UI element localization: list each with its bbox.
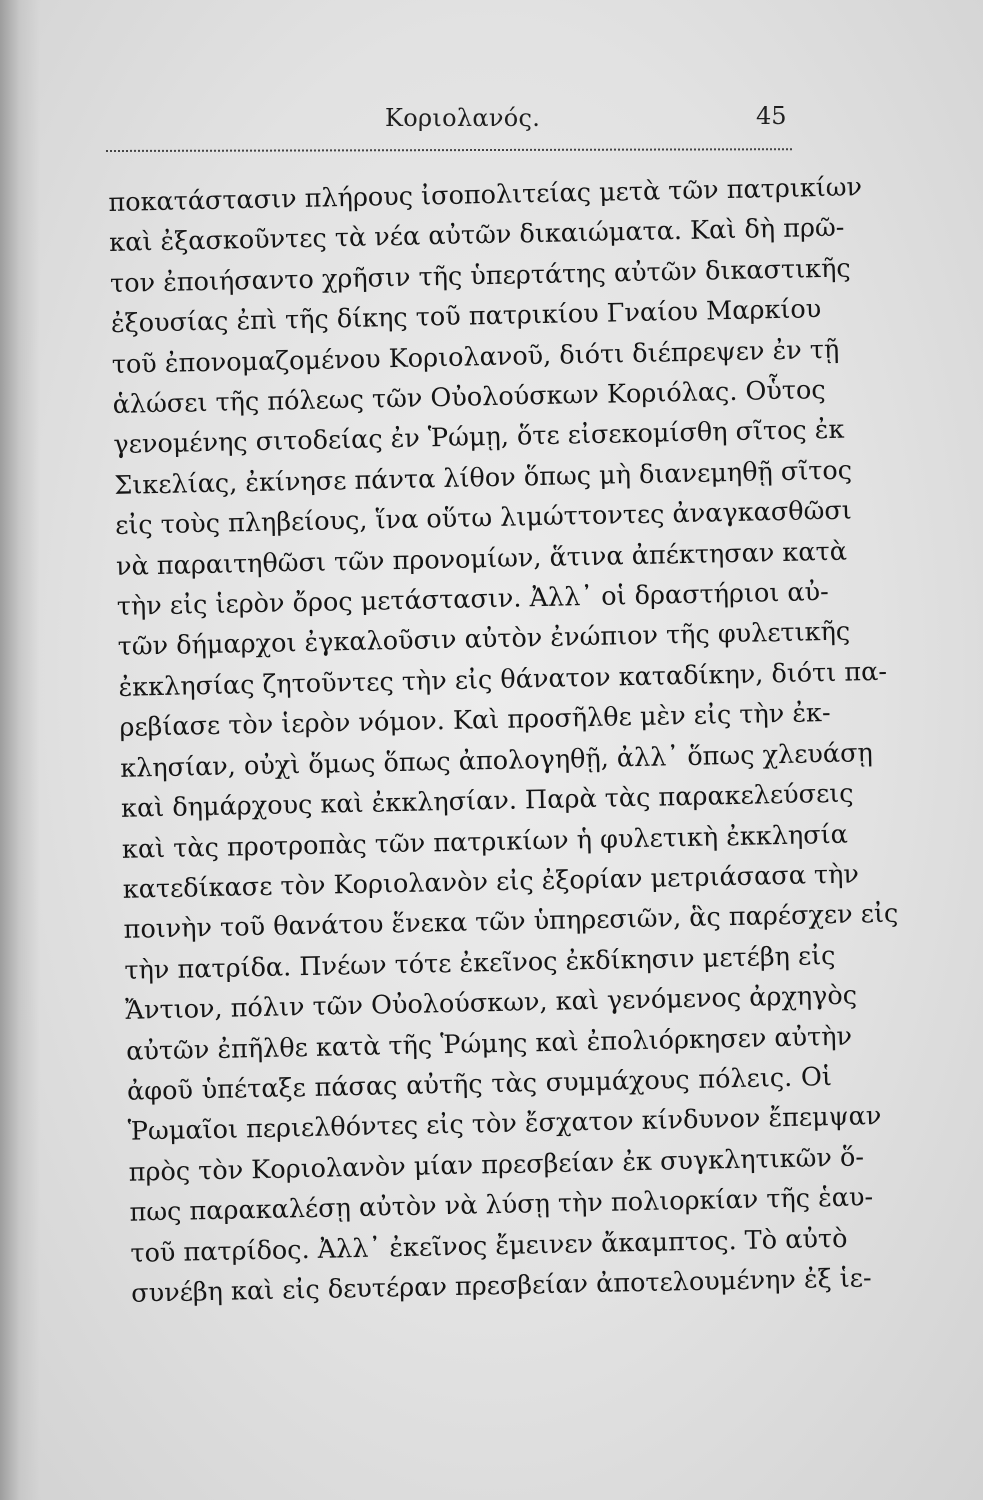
- text-line: καὶ ἐξασκοῦντες τὰ νέα αὐτῶν δικαιώματα. Καὶ δὴ πρῶ-: [108, 212, 845, 259]
- text-line: πως παρακαλέσῃ αὐτὸν νὰ λύσῃ τὴν πολιορκίαν τῆς ἑαυ-: [129, 1182, 874, 1228]
- text-line: γενομένης σιτοδείας ἐν Ῥώμῃ, ὅτε εἰσεκομίσθη σῖτος ἐκ: [113, 415, 845, 461]
- text-line: τοῦ ἐπονομαζομένου Κοριολανοῦ, διότι διέπρεψεν ἐν τῇ: [111, 334, 840, 380]
- text-line: εἰς τοὺς πληβείους, ἵνα οὕτω λιμώττοντες ἀναγκασθῶσι: [114, 495, 853, 542]
- text-line: τῶν δήμαρχοι ἐγκαλοῦσιν αὐτὸν ἐνώπιον τῆς φυλετικῆς: [117, 617, 851, 663]
- text-line: τοῦ πατρίδος. Ἀλλ᾽ ἐκεῖνος ἔμεινεν ἄκαμπτος. Τὸ αὐτὸ: [130, 1223, 848, 1269]
- text-line: ἐκκλησίας ζητοῦντες τὴν εἰς θάνατον καταδίκην, διότι πα-: [118, 656, 888, 703]
- binding-shadow: [0, 0, 40, 1500]
- text-line: καὶ δημάρχους καὶ ἐκκλησίαν. Παρὰ τὰς παρακελεύσεις: [120, 778, 854, 824]
- text-line: ἀφοῦ ὑπέταξε πάσας αὐτῆς τὰς συμμάχους πόλεις. Οἱ: [126, 1061, 833, 1107]
- text-line: τον ἐποιήσαντο χρῆσιν τῆς ὑπερτάτης αὐτῶν δικαστικῆς: [109, 253, 851, 299]
- running-head-title: Κοριολανός.: [385, 104, 541, 132]
- text-line: ρεβίασε τὸν ἱερὸν νόμον. Καὶ προσῆλθε μὲν εἰς τὴν ἐκ-: [119, 698, 831, 744]
- running-head: [0, 100, 983, 140]
- text-line: κλησίαν, οὐχὶ ὅμως ὅπως ἀπολογηθῇ, ἀλλ᾽ ὅπως χλευάσῃ: [119, 737, 874, 784]
- page-number: 45: [756, 102, 787, 130]
- text-line: Ῥωμαῖοι περιελθόντες εἰς τὸν ἔσχατον κίνδυνον ἔπεμψαν: [127, 1101, 882, 1148]
- body-text: [108, 168, 899, 1314]
- text-line: τὴν πατρίδα. Πνέων τότε ἐκεῖνος ἐκδίκησιν μετέβη εἰς: [124, 940, 836, 986]
- text-line: καὶ τὰς προτροπὰς τῶν πατρικίων ἡ φυλετικὴ ἐκκλησία: [121, 819, 849, 865]
- text-line: συνέβη καὶ εἰς δευτέραν πρεσβείαν ἀποτελουμένην ἐξ ἱε-: [130, 1263, 872, 1309]
- text-line: ποκατάστασιν πλήρους ἰσοπολιτείας μετὰ τῶν πατρικίων: [108, 172, 863, 218]
- text-line: ἐξουσίας ἐπὶ τῆς δίκης τοῦ πατρικίου Γναίου Μαρκίου: [110, 294, 822, 340]
- text-line: κατεδίκασε τὸν Κοριολανὸν εἰς ἐξορίαν μετριάσασα τὴν: [122, 859, 860, 905]
- text-line: πρὸς τὸν Κοριολανὸν μίαν πρεσβείαν ἐκ συγκλητικῶν ὅ-: [128, 1142, 865, 1188]
- text-line: αὐτῶν ἐπῆλθε κατὰ τῆς Ῥώμης καὶ ἐπολιόρκησεν αὐτὴν: [125, 1021, 853, 1067]
- text-line: τὴν εἰς ἱερὸν ὄρος μετάστασιν. Ἀλλ᾽ οἱ δραστήριοι αὐ-: [116, 577, 830, 622]
- text-line: ποινὴν τοῦ θανάτου ἕνεκα τῶν ὑπηρεσιῶν, ἃς παρέσχεν εἰς: [123, 898, 899, 946]
- text-line: ἁλώσει τῆς πόλεως τῶν Οὐολούσκων Κοριόλας. Οὗτος: [112, 375, 826, 420]
- text-line: Σικελίας, ἐκίνησε πάντα λίθον ὅπως μὴ διανεμηθῇ σῖτος: [114, 455, 853, 501]
- text-line: νὰ παραιτηθῶσι τῶν προνομίων, ἅτινα ἀπέκτησαν κατὰ: [115, 536, 848, 582]
- header-rule: [106, 148, 792, 152]
- text-line: Ἄντιον, πόλιν τῶν Οὐολούσκων, καὶ γενόμενος ἀρχηγὸς: [125, 980, 858, 1026]
